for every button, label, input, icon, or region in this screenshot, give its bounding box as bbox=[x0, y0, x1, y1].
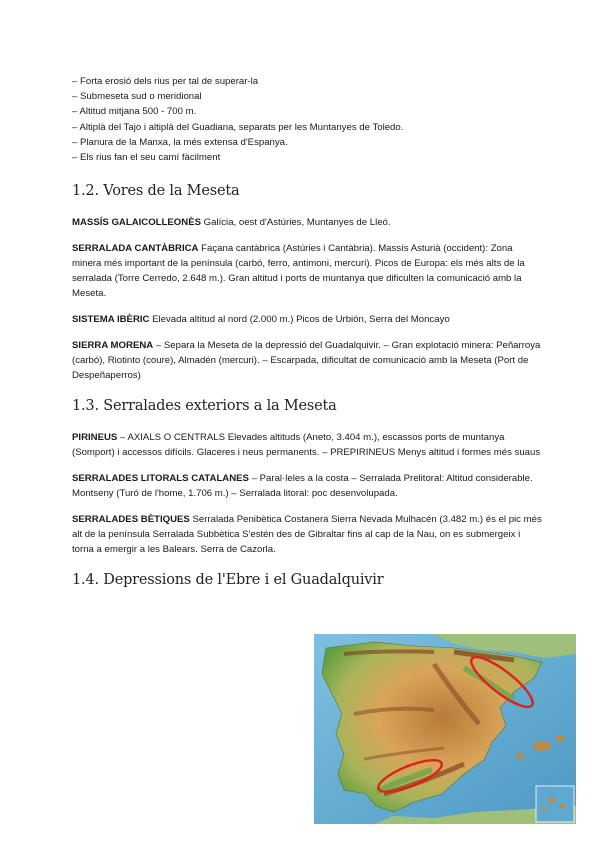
description: – AXIALS O CENTRALS Elevades altituds (Aneto, 3.404 m.), escassos ports de muntanya (Somport) i accessos difícils. Glaceres i neus permanents. – PREPIRINEUS Menys altitud i formes més suaus bbox=[72, 432, 541, 459]
paragraph-sistema-iberic bbox=[72, 312, 542, 327]
balearic-island bbox=[533, 741, 551, 751]
term: PIRINEUS bbox=[72, 432, 118, 444]
balearic-island bbox=[516, 753, 524, 759]
paragraph-sierra-morena bbox=[72, 338, 542, 383]
description: Serralada Penibètica Costanera Sierra Nevada Mulhacén (3.482 m.) és el pic més alt de la península Serralada Subbètica S'estén des de Gibraltar fins al cap de la Nau, on es submergeix i torna a emergir a les Balears. Serra de Cazorla. bbox=[72, 514, 542, 556]
paragraph-serralada-cantabrica bbox=[72, 241, 542, 301]
list-item: – Els rius fan el seu camí fàcilment bbox=[72, 152, 221, 164]
term: SIERRA MORENA bbox=[72, 340, 154, 352]
description: Elevada altitud al nord (2.000 m.) Picos de Urbión, Serra del Moncayo bbox=[149, 314, 450, 326]
section-heading-depressions: 1.4. Depressions de l'Ebre i el Guadalquivir bbox=[72, 572, 384, 589]
list-item: – Forta erosió dels rius per tal de superar-la bbox=[72, 76, 259, 87]
canary-inset bbox=[536, 786, 574, 822]
description: – Separa la Meseta de la depressió del Guadalquivir. – Gran explotació minera: Peñarroya (carbó), Riotinto (coure), Almadén (mercuri). – Escarpada, dificultat de comunicació amb la Meseta (Port de Despeñaperros) bbox=[72, 340, 541, 382]
list-item: – Altiplà del Tajo i altiplà del Guadiana, separats per les Muntanyes de Toledo. bbox=[72, 121, 404, 133]
description: – Paral·leles a la costa – Serralada Prelitoral: Altitud considerable. Montseny (Turó de l'home, 1.706 m.) – Serralada litoral: poc desenvolupada. bbox=[72, 473, 533, 500]
section-heading-vores: 1.2. Vores de la Meseta bbox=[72, 183, 240, 200]
description: Galícia, oest d'Astúries, Muntanyes de Lleó. bbox=[201, 217, 391, 229]
term: SERRALADES LITORALS CATALANES bbox=[72, 473, 249, 485]
bullet-list bbox=[72, 74, 542, 165]
list-item: – Altitud mitjana 500 - 700 m. bbox=[72, 106, 197, 118]
list-item: – Submeseta sud o meridional bbox=[72, 91, 202, 103]
relief-map-iberian-peninsula bbox=[314, 634, 576, 824]
balearic-island bbox=[555, 735, 565, 741]
term: SERRALADES BÈTIQUES bbox=[72, 514, 190, 526]
canary-island bbox=[548, 797, 556, 803]
list-item: – Planura de la Manxa, la més extensa d'Espanya. bbox=[72, 136, 288, 148]
term: MASSÍS GALAICOLLEONÈS bbox=[72, 217, 201, 229]
term: SISTEMA IBÈRIC bbox=[72, 314, 150, 326]
paragraph-litorals-catalanes bbox=[72, 471, 542, 501]
description: Façana cantàbrica (Astúries i Cantàbria). Massís Asturià (occident): Zona minera més important de la península (carbó, ferro, antimoni, mercuri). Picos de Europa: els més alts de la serralada (Torre Cerredo, 2.648 m.). Gran altitud i ports de muntanya que dificulten la comunicació amb la Meseta. bbox=[72, 243, 525, 300]
paragraph-pirineus bbox=[72, 430, 542, 460]
section-heading-serralades: 1.3. Serralades exteriors a la Meseta bbox=[72, 398, 337, 415]
paragraph-massis-galaic bbox=[72, 215, 542, 230]
canary-island bbox=[542, 808, 547, 812]
term: SERRALADA CANTÀBRICA bbox=[72, 243, 199, 255]
paragraph-betiques bbox=[72, 512, 542, 557]
document-page bbox=[72, 74, 542, 588]
canary-island bbox=[559, 804, 565, 809]
